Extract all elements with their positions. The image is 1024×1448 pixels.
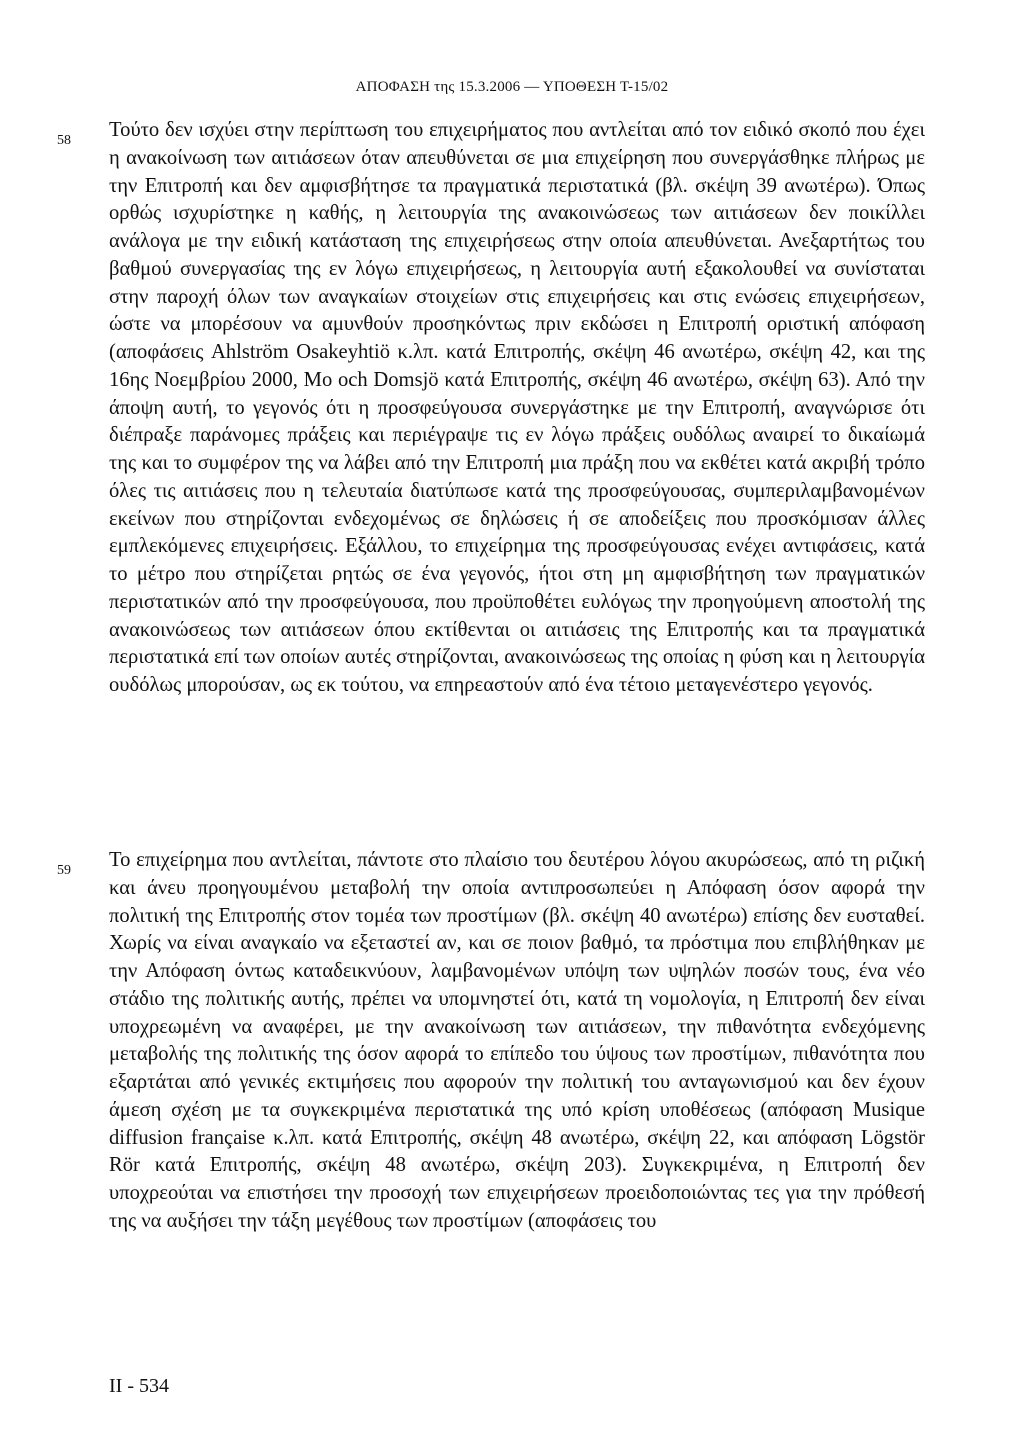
page-number: II - 534 xyxy=(109,1375,169,1397)
paragraph-number-58: 58 xyxy=(57,133,71,148)
paragraph-59-text: Το επιχείρημα που αντλείται, πάντοτε στο πλαίσιο του δευτέρου λόγου ακυρώσεως, από τη ριζική και άνευ προηγουμένου μεταβολή την οποία αντιπροσωπεύει η Απόφαση όσον αφορά την πολιτική της Επιτροπής στον τομέα των προστίμων (βλ. σκέψη 40 ανωτέρω) επίσης δεν ευσταθεί. Χωρίς να είναι αναγκαίο να εξεταστεί αν, και σε ποιον βαθμό, τα πρόστιμα που επιβλήθηκαν με την Απόφαση όντως καταδεικνύουν, λαμβανομένων υπόψη των υψηλών ποσών τους, ένα νέο στάδιο της πολιτικής αυτής, πρέπει να υπομνηστεί ότι, κατά τη νομολογία, η Επιτροπή δεν είναι υποχρεωμένη να αναφέρει, με την ανακοίνωση των αιτιάσεων, την πιθανότητα ενδεχόμενης μεταβολής της πολιτικής της όσον αφορά το επίπεδο του ύψους των προστίμων, πιθανότητα που εξαρτάται από γενικές εκτιμήσεις που αφορούν την πολιτική του ανταγωνισμού και δεν έχουν άμεση σχέση με τα συγκεκριμένα περιστατικά της υπό κρίση υποθέσεως (απόφαση Musique diffusion française κ.λπ. κατά Επιτροπής, σκέψη 48 ανωτέρω, σκέψη 22, και απόφαση Lögstör Rör κατά Επιτροπής, σκέψη 48 ανωτέρω, σκέψη 203). Συγκεκριμένα, η Επιτροπή δεν υποχρεούται να επιστήσει την προσοχή των επιχειρήσεων προειδοποιώντας τες για την πρόθεσή της να αυξήσει την τάξη μεγέθους των προστίμων (αποφάσεις του xyxy=(109,849,925,1232)
page-header: ΑΠΟΦΑΣΗ της 15.3.2006 — ΥΠΟΘΕΣΗ Τ-15/02 xyxy=(355,79,669,95)
paragraph-number-59: 59 xyxy=(57,863,71,878)
paragraph-58-text: Τούτο δεν ισχύει στην περίπτωση του επιχειρήματος που αντλείται από τον ειδικό σκοπό που έχει η ανακοίνωση των αιτιάσεων όταν απευθύνεται σε μια επιχείρηση που συνεργάσθηκε πλήρως με την Επιτροπή και δεν αμφισβήτησε τα πραγματικά περιστατικά (βλ. σκέψη 39 ανωτέρω). Όπως ορθώς ισχυρίστηκε η καθής, η λειτουργία της ανακοινώσεως των αιτιάσεων δεν ποικίλλει ανάλογα με την ειδική κατάσταση της επιχειρήσεως στην οποία απευθύνεται. Ανεξαρτήτως του βαθμού συνεργασίας της εν λόγω επιχειρήσεως, η λειτουργία αυτή εξακολουθεί να συνίσταται στην παροχή όλων των αναγκαίων στοιχείων στις επιχειρήσεις και στις ενώσεις επιχειρήσεων, ώστε να μπορέσουν να αμυνθούν προσηκόντως πριν εκδώσει η Επιτροπή οριστική απόφαση (αποφάσεις Ahlström Osakeyhtiö κ.λπ. κατά Επιτροπής, σκέψη 46 ανωτέρω, σκέψη 42, και της 16ης Νοεμβρίου 2000, Mo och Domsjö κατά Επιτροπής, σκέψη 46 ανωτέρω, σκέψη 63). Από την άποψη αυτή, το γεγονός ότι η προσφεύγουσα συνεργάστηκε με την Επιτροπή, αναγνώρισε ότι διέπραξε παράνομες πράξεις και περιέγραψε τις εν λόγω πράξεις ουδόλως αναιρεί το δικαίωμά της και το συμφέρον της να λάβει από την Επιτροπή μια πράξη που να εκθέτει κατά ακριβή τρόπο όλες τις αιτιάσεις που η τελευταία διατύπωσε κατά της προσφεύγουσας, συμπεριλαμβανομένων εκείνων που στηρίζονται ενδεχομένως σε δηλώσεις ή σε αποδείξεις που προσκόμισαν άλλες εμπλεκόμενες επιχειρήσεις. Εξάλλου, το επιχείρημα της προσφεύγουσας ενέχει αντιφάσεις, κατά το μέτρο που στηρίζεται ρητώς σε ένα γεγονός, ήτοι στη μη αμφισβήτηση των πραγματικών περιστατικών από την προσφεύγουσα, που προϋποθέτει ευλόγως την προηγούμενη αποστολή της ανακοινώσεως των αιτιάσεων όπου εκτίθενται οι αιτιάσεις της Επιτροπής και τα πραγματικά περιστατικά επί των οποίων αυτές στηρίζονται, ανακοινώσεως της οποίας η φύση και η λειτουργία ουδόλως μπορούσαν, ως εκ τούτου, να επηρεαστούν από ένα τέτοιο μεταγενέστερο γεγονός. xyxy=(109,119,925,696)
